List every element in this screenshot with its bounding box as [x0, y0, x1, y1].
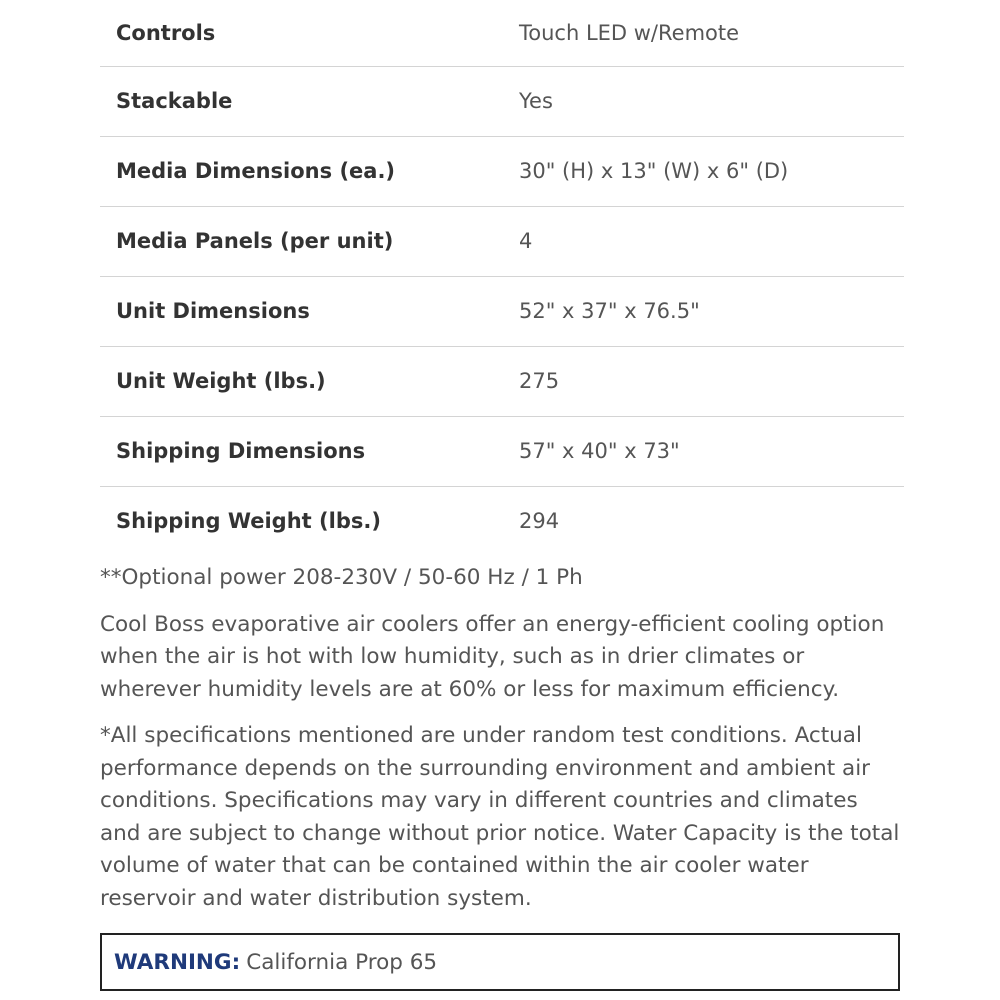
spec-label: Media Panels (per unit) — [116, 229, 394, 253]
spec-label: Shipping Weight (lbs.) — [116, 509, 381, 534]
spec-value: 52" x 37" x 76.5" — [519, 299, 700, 323]
spec-label: Shipping Dimensions — [116, 439, 366, 463]
spec-value: 294 — [519, 509, 560, 534]
spec-value: 275 — [519, 369, 560, 393]
spec-row-unit-weight — [100, 346, 904, 416]
spec-row-media-dimensions — [100, 136, 904, 206]
product-description: Cool Boss evaporative air coolers offer an energy-efficient cooling option when the air is hot with low humidity, such as in drier climates or wherever humidity levels are at 60% or less for maximum efficiency. — [100, 611, 885, 702]
spec-section — [100, 0, 904, 915]
spec-value: Yes — [519, 89, 553, 113]
spec-value: 30" (H) x 13" (W) x 6" (D) — [519, 159, 789, 183]
spec-row-shipping-weight — [100, 486, 904, 556]
spec-label: Controls — [116, 20, 216, 45]
spec-row-unit-dimensions — [100, 276, 904, 346]
spec-label: Unit Dimensions — [116, 299, 310, 323]
warning-label: WARNING: — [114, 949, 241, 975]
spec-value: Touch LED w/Remote — [519, 20, 740, 45]
spec-value: 4 — [519, 229, 533, 253]
warning-text: California Prop 65 — [246, 949, 438, 975]
spec-label: Media Dimensions (ea.) — [116, 159, 396, 183]
specifications-disclaimer: *All specifications mentioned are under random test conditions. Actual performance depends on the surrounding environment and ambient air conditions. Specifications may vary in different countries and climates and are subject to change without prior notice. Water Capacity is the total volume of water that can be contained within the air cooler water reservoir and water distribution system. — [100, 723, 900, 911]
spec-label: Stackable — [116, 89, 233, 113]
spec-value: 57" x 40" x 73" — [519, 439, 680, 463]
spec-row-controls — [100, 0, 904, 66]
spec-label: Unit Weight (lbs.) — [116, 369, 326, 393]
spec-row-media-panels — [100, 206, 904, 276]
spec-row-stackable — [100, 66, 904, 136]
warning-box — [100, 933, 900, 991]
power-note: **Optional power 208-230V / 50-60 Hz / 1 Ph — [100, 565, 583, 590]
spec-table — [100, 0, 904, 556]
spec-row-shipping-dimensions — [100, 416, 904, 486]
